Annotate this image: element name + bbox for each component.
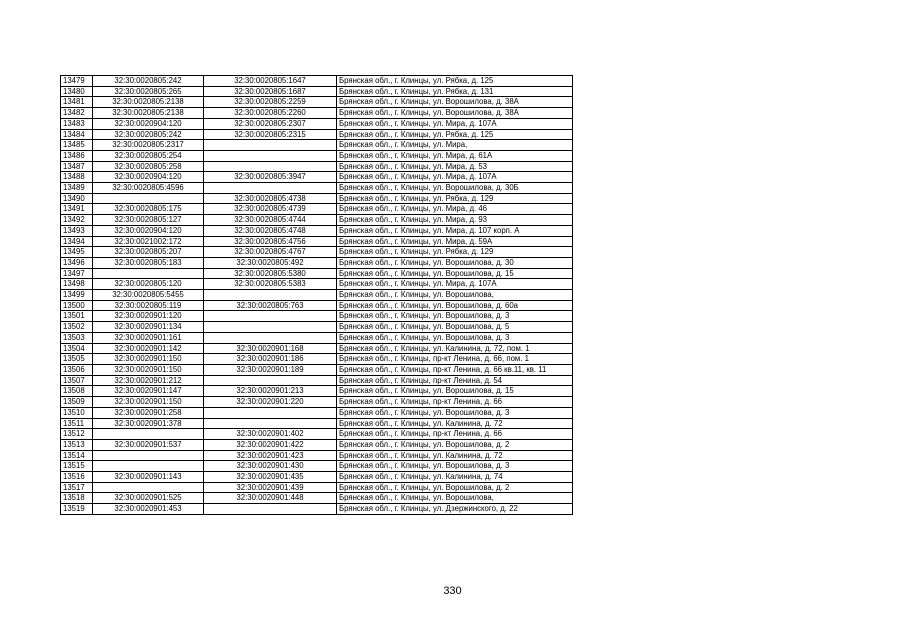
- address-cell: Брянская обл., г. Клинцы, ул. Ворошилова, д. 5: [337, 322, 573, 333]
- parcel-cadastral-number-cell: [93, 193, 204, 204]
- table-row: [61, 215, 573, 226]
- address-cell: Брянская обл., г. Клинцы, пр-кт Ленина, д. 66 кв.11, кв. 11: [337, 364, 573, 375]
- table-row: [61, 118, 573, 129]
- parcel-cadastral-number-cell: 32:30:0020901:150: [93, 354, 204, 365]
- address-cell: Брянская обл., г. Клинцы, ул. Мира, д. 107А: [337, 279, 573, 290]
- table-row: [61, 472, 573, 483]
- table-row: [61, 311, 573, 322]
- table-row: [61, 86, 573, 97]
- row-number-cell: 13510: [61, 407, 93, 418]
- table-row: [61, 386, 573, 397]
- object-cadastral-number-cell: 32:30:0020805:1647: [204, 76, 337, 87]
- object-cadastral-number-cell: [204, 322, 337, 333]
- address-cell: Брянская обл., г. Клинцы, ул. Калинина, д. 72: [337, 418, 573, 429]
- row-number-cell: 13493: [61, 225, 93, 236]
- object-cadastral-number-cell: 32:30:0020901:220: [204, 397, 337, 408]
- row-number-cell: 13507: [61, 375, 93, 386]
- address-cell: Брянская обл., г. Клинцы, ул. Рябка, д. 125: [337, 129, 573, 140]
- object-cadastral-number-cell: 32:30:0020805:4756: [204, 236, 337, 247]
- table-row: [61, 193, 573, 204]
- object-cadastral-number-cell: 32:30:0020805:2260: [204, 108, 337, 119]
- row-number-cell: 13486: [61, 150, 93, 161]
- object-cadastral-number-cell: 32:30:0020901:168: [204, 343, 337, 354]
- table-row: [61, 183, 573, 194]
- parcel-cadastral-number-cell: 32:30:0020901:525: [93, 493, 204, 504]
- parcel-cadastral-number-cell: 32:30:0020901:150: [93, 364, 204, 375]
- parcel-cadastral-number-cell: 32:30:0020904:120: [93, 225, 204, 236]
- row-number-cell: 13508: [61, 386, 93, 397]
- object-cadastral-number-cell: 32:30:0020901:186: [204, 354, 337, 365]
- table-row: [61, 161, 573, 172]
- address-cell: Брянская обл., г. Клинцы, ул. Мира, д. 46: [337, 204, 573, 215]
- address-cell: Брянская обл., г. Клинцы, ул. Мира, д. 59А: [337, 236, 573, 247]
- address-cell: Брянская обл., г. Клинцы, ул. Мира, д. 107А: [337, 118, 573, 129]
- parcel-cadastral-number-cell: 32:30:0020805:254: [93, 150, 204, 161]
- table-row: [61, 108, 573, 119]
- row-number-cell: 13497: [61, 268, 93, 279]
- object-cadastral-number-cell: [204, 504, 337, 515]
- object-cadastral-number-cell: 32:30:0020901:422: [204, 439, 337, 450]
- table-row: [61, 97, 573, 108]
- object-cadastral-number-cell: [204, 183, 337, 194]
- row-number-cell: 13518: [61, 493, 93, 504]
- table-row: [61, 397, 573, 408]
- parcel-cadastral-number-cell: 32:30:0020805:119: [93, 300, 204, 311]
- row-number-cell: 13509: [61, 397, 93, 408]
- object-cadastral-number-cell: 32:30:0020901:448: [204, 493, 337, 504]
- object-cadastral-number-cell: 32:30:0020805:5380: [204, 268, 337, 279]
- object-cadastral-number-cell: [204, 332, 337, 343]
- object-cadastral-number-cell: [204, 418, 337, 429]
- table-row: [61, 129, 573, 140]
- row-number-cell: 13505: [61, 354, 93, 365]
- object-cadastral-number-cell: 32:30:0020805:2259: [204, 97, 337, 108]
- row-number-cell: 13496: [61, 257, 93, 268]
- table-row: [61, 375, 573, 386]
- parcel-cadastral-number-cell: 32:30:0020901:212: [93, 375, 204, 386]
- parcel-cadastral-number-cell: 32:30:0020805:5455: [93, 290, 204, 301]
- object-cadastral-number-cell: [204, 311, 337, 322]
- row-number-cell: 13480: [61, 86, 93, 97]
- object-cadastral-number-cell: 32:30:0020805:4748: [204, 225, 337, 236]
- parcel-cadastral-number-cell: 32:30:0020805:2138: [93, 97, 204, 108]
- parcel-cadastral-number-cell: 32:30:0020805:2317: [93, 140, 204, 151]
- object-cadastral-number-cell: 32:30:0020805:2307: [204, 118, 337, 129]
- row-number-cell: 13513: [61, 439, 93, 450]
- object-cadastral-number-cell: 32:30:0020805:5383: [204, 279, 337, 290]
- address-cell: Брянская обл., г. Клинцы, ул. Мира, д. 61А: [337, 150, 573, 161]
- address-cell: Брянская обл., г. Клинцы, ул. Ворошилова, д. 3: [337, 461, 573, 472]
- object-cadastral-number-cell: [204, 161, 337, 172]
- table-row: [61, 332, 573, 343]
- object-cadastral-number-cell: 32:30:0020805:4738: [204, 193, 337, 204]
- row-number-cell: 13504: [61, 343, 93, 354]
- row-number-cell: 13517: [61, 482, 93, 493]
- table-row: [61, 461, 573, 472]
- object-cadastral-number-cell: 32:30:0020805:3947: [204, 172, 337, 183]
- address-cell: Брянская обл., г. Клинцы, ул. Дзержинского, д. 22: [337, 504, 573, 515]
- table-row: [61, 407, 573, 418]
- address-cell: Брянская обл., г. Клинцы, ул. Ворошилова, д. 30: [337, 257, 573, 268]
- table-row: [61, 364, 573, 375]
- parcel-cadastral-number-cell: 32:30:0020901:161: [93, 332, 204, 343]
- object-cadastral-number-cell: 32:30:0020901:213: [204, 386, 337, 397]
- table-row: [61, 322, 573, 333]
- object-cadastral-number-cell: 32:30:0020901:189: [204, 364, 337, 375]
- address-cell: Брянская обл., г. Клинцы, пр-кт Ленина, д. 66, пом. 1: [337, 354, 573, 365]
- object-cadastral-number-cell: 32:30:0020805:4767: [204, 247, 337, 258]
- table-row: [61, 343, 573, 354]
- table-row: [61, 279, 573, 290]
- address-cell: Брянская обл., г. Клинцы, ул. Ворошилова,: [337, 493, 573, 504]
- parcel-cadastral-number-cell: [93, 450, 204, 461]
- parcel-cadastral-number-cell: 32:30:0020805:242: [93, 129, 204, 140]
- row-number-cell: 13502: [61, 322, 93, 333]
- address-cell: Брянская обл., г. Клинцы, ул. Ворошилова, д. 3: [337, 311, 573, 322]
- table-row: [61, 290, 573, 301]
- address-cell: Брянская обл., г. Клинцы, ул. Рябка, д. 129: [337, 247, 573, 258]
- row-number-cell: 13499: [61, 290, 93, 301]
- address-cell: Брянская обл., г. Клинцы, ул. Калинина, д. 72: [337, 450, 573, 461]
- table-row: [61, 418, 573, 429]
- address-cell: Брянская обл., г. Клинцы, ул. Ворошилова, д. 15: [337, 268, 573, 279]
- table-row: [61, 268, 573, 279]
- row-number-cell: 13487: [61, 161, 93, 172]
- row-number-cell: 13494: [61, 236, 93, 247]
- row-number-cell: 13481: [61, 97, 93, 108]
- row-number-cell: 13519: [61, 504, 93, 515]
- object-cadastral-number-cell: [204, 140, 337, 151]
- row-number-cell: 13498: [61, 279, 93, 290]
- object-cadastral-number-cell: 32:30:0020901:439: [204, 482, 337, 493]
- row-number-cell: 13484: [61, 129, 93, 140]
- address-cell: Брянская обл., г. Клинцы, ул. Мира, д. 107А: [337, 172, 573, 183]
- address-cell: Брянская обл., г. Клинцы, пр-кт Ленина, д. 54: [337, 375, 573, 386]
- row-number-cell: 13506: [61, 364, 93, 375]
- parcel-cadastral-number-cell: 32:30:0020805:120: [93, 279, 204, 290]
- parcel-cadastral-number-cell: 32:30:0020805:127: [93, 215, 204, 226]
- table-row: [61, 429, 573, 440]
- table-row: [61, 450, 573, 461]
- address-cell: Брянская обл., г. Клинцы, ул. Мира, д. 93: [337, 215, 573, 226]
- row-number-cell: 13490: [61, 193, 93, 204]
- object-cadastral-number-cell: 32:30:0020901:435: [204, 472, 337, 483]
- address-cell: Брянская обл., г. Клинцы, ул. Калинина, д. 72, пом. 1: [337, 343, 573, 354]
- table-row: [61, 150, 573, 161]
- row-number-cell: 13483: [61, 118, 93, 129]
- object-cadastral-number-cell: 32:30:0020901:430: [204, 461, 337, 472]
- table-row: [61, 140, 573, 151]
- table-row: [61, 493, 573, 504]
- address-cell: Брянская обл., г. Клинцы, ул. Рябка, д. 129: [337, 193, 573, 204]
- object-cadastral-number-cell: 32:30:0020901:423: [204, 450, 337, 461]
- row-number-cell: 13503: [61, 332, 93, 343]
- address-cell: Брянская обл., г. Клинцы, ул. Ворошилова, д. 30Б: [337, 183, 573, 194]
- object-cadastral-number-cell: [204, 150, 337, 161]
- address-cell: Брянская обл., г. Клинцы, ул. Рябка, д. 125: [337, 76, 573, 87]
- row-number-cell: 13516: [61, 472, 93, 483]
- registry-table: [60, 75, 573, 515]
- row-number-cell: 13514: [61, 450, 93, 461]
- parcel-cadastral-number-cell: 32:30:0020901:378: [93, 418, 204, 429]
- object-cadastral-number-cell: 32:30:0020805:1687: [204, 86, 337, 97]
- row-number-cell: 13492: [61, 215, 93, 226]
- parcel-cadastral-number-cell: 32:30:0020904:120: [93, 118, 204, 129]
- address-cell: Брянская обл., г. Клинцы, ул. Ворошилова,: [337, 290, 573, 301]
- object-cadastral-number-cell: [204, 290, 337, 301]
- parcel-cadastral-number-cell: 32:30:0020901:120: [93, 311, 204, 322]
- address-cell: Брянская обл., г. Клинцы, ул. Мира, д. 53: [337, 161, 573, 172]
- parcel-cadastral-number-cell: [93, 461, 204, 472]
- parcel-cadastral-number-cell: 32:30:0020805:207: [93, 247, 204, 258]
- parcel-cadastral-number-cell: 32:30:0020904:120: [93, 172, 204, 183]
- object-cadastral-number-cell: [204, 407, 337, 418]
- row-number-cell: 13500: [61, 300, 93, 311]
- parcel-cadastral-number-cell: 32:30:0020901:537: [93, 439, 204, 450]
- parcel-cadastral-number-cell: 32:30:0020901:143: [93, 472, 204, 483]
- row-number-cell: 13515: [61, 461, 93, 472]
- parcel-cadastral-number-cell: 32:30:0020805:183: [93, 257, 204, 268]
- table-row: [61, 354, 573, 365]
- table-row: [61, 482, 573, 493]
- parcel-cadastral-number-cell: 32:30:0020901:142: [93, 343, 204, 354]
- address-cell: Брянская обл., г. Клинцы, ул. Ворошилова, д. 3: [337, 407, 573, 418]
- parcel-cadastral-number-cell: 32:30:0020805:175: [93, 204, 204, 215]
- table-row: [61, 439, 573, 450]
- table-row: [61, 204, 573, 215]
- object-cadastral-number-cell: 32:30:0020805:492: [204, 257, 337, 268]
- parcel-cadastral-number-cell: [93, 482, 204, 493]
- parcel-cadastral-number-cell: 32:30:0020805:2138: [93, 108, 204, 119]
- address-cell: Брянская обл., г. Клинцы, ул. Ворошилова, д. 2: [337, 482, 573, 493]
- parcel-cadastral-number-cell: 32:30:0020901:134: [93, 322, 204, 333]
- parcel-cadastral-number-cell: 32:30:0020901:453: [93, 504, 204, 515]
- row-number-cell: 13482: [61, 108, 93, 119]
- registry-table-body: [61, 76, 573, 515]
- address-cell: Брянская обл., г. Клинцы, пр-кт Ленина, д. 66: [337, 429, 573, 440]
- address-cell: Брянская обл., г. Клинцы, ул. Рябка, д. 131: [337, 86, 573, 97]
- row-number-cell: 13512: [61, 429, 93, 440]
- object-cadastral-number-cell: 32:30:0020805:4739: [204, 204, 337, 215]
- address-cell: Брянская обл., г. Клинцы, ул. Ворошилова, д. 3: [337, 332, 573, 343]
- table-row: [61, 172, 573, 183]
- address-cell: Брянская обл., г. Клинцы, ул. Мира,: [337, 140, 573, 151]
- table-row: [61, 300, 573, 311]
- parcel-cadastral-number-cell: 32:30:0020805:258: [93, 161, 204, 172]
- object-cadastral-number-cell: 32:30:0020805:4744: [204, 215, 337, 226]
- parcel-cadastral-number-cell: 32:30:0020901:258: [93, 407, 204, 418]
- object-cadastral-number-cell: 32:30:0020805:2315: [204, 129, 337, 140]
- address-cell: Брянская обл., г. Клинцы, ул. Ворошилова, д. 15: [337, 386, 573, 397]
- row-number-cell: 13501: [61, 311, 93, 322]
- row-number-cell: 13485: [61, 140, 93, 151]
- row-number-cell: 13491: [61, 204, 93, 215]
- address-cell: Брянская обл., г. Клинцы, ул. Мира, д. 107 корп. А: [337, 225, 573, 236]
- address-cell: Брянская обл., г. Клинцы, ул. Калинина, д. 74: [337, 472, 573, 483]
- table-row: [61, 76, 573, 87]
- table-row: [61, 225, 573, 236]
- row-number-cell: 13511: [61, 418, 93, 429]
- parcel-cadastral-number-cell: 32:30:0020805:242: [93, 76, 204, 87]
- parcel-cadastral-number-cell: 32:30:0020805:265: [93, 86, 204, 97]
- table-row: [61, 504, 573, 515]
- address-cell: Брянская обл., г. Клинцы, ул. Ворошилова, д. 60а: [337, 300, 573, 311]
- row-number-cell: 13488: [61, 172, 93, 183]
- table-row: [61, 247, 573, 258]
- address-cell: Брянская обл., г. Клинцы, ул. Ворошилова, д. 38А: [337, 97, 573, 108]
- address-cell: Брянская обл., г. Клинцы, пр-кт Ленина, д. 66: [337, 397, 573, 408]
- parcel-cadastral-number-cell: 32:30:0021002:172: [93, 236, 204, 247]
- row-number-cell: 13479: [61, 76, 93, 87]
- parcel-cadastral-number-cell: 32:30:0020901:150: [93, 397, 204, 408]
- table-row: [61, 257, 573, 268]
- page-number: 330: [443, 585, 462, 597]
- parcel-cadastral-number-cell: 32:30:0020901:147: [93, 386, 204, 397]
- table-row: [61, 236, 573, 247]
- parcel-cadastral-number-cell: [93, 268, 204, 279]
- row-number-cell: 13495: [61, 247, 93, 258]
- row-number-cell: 13489: [61, 183, 93, 194]
- parcel-cadastral-number-cell: [93, 429, 204, 440]
- object-cadastral-number-cell: 32:30:0020805:763: [204, 300, 337, 311]
- object-cadastral-number-cell: [204, 375, 337, 386]
- parcel-cadastral-number-cell: 32:30:0020805:4596: [93, 183, 204, 194]
- address-cell: Брянская обл., г. Клинцы, ул. Ворошилова, д. 38А: [337, 108, 573, 119]
- object-cadastral-number-cell: 32:30:0020901:402: [204, 429, 337, 440]
- address-cell: Брянская обл., г. Клинцы, ул. Ворошилова, д. 2: [337, 439, 573, 450]
